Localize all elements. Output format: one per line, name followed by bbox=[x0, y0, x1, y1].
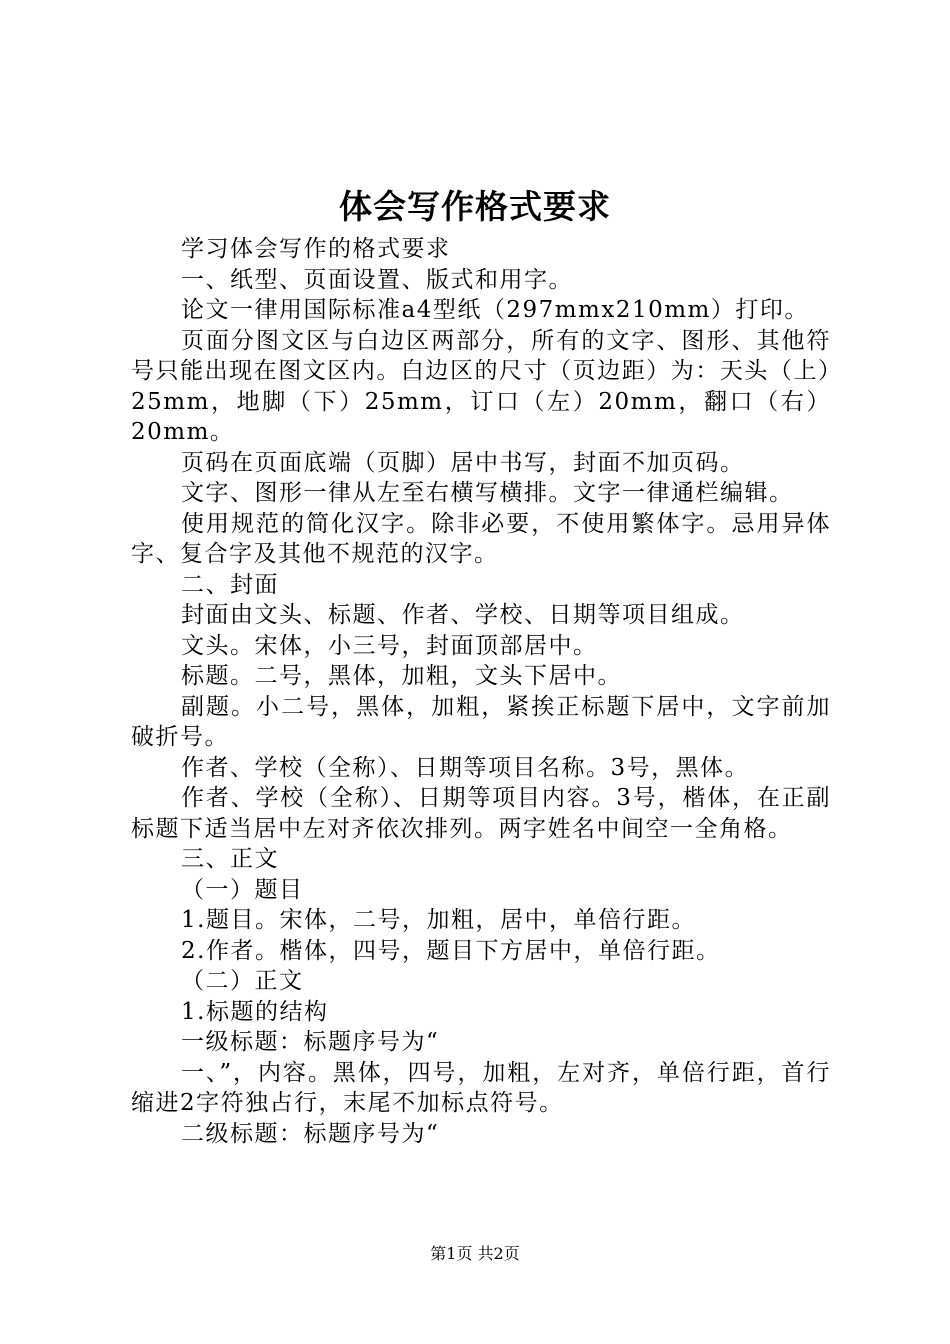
paragraph: 文头。宋体，小三号，封面顶部居中。 bbox=[181, 632, 598, 659]
section-heading: 二、封面 bbox=[181, 571, 279, 598]
paragraph: 文字、图形一律从左至右横写横排。文字一律通栏编辑。 bbox=[181, 480, 794, 506]
paragraph: 使用规范的简化汉字。除非必要，不使用繁体字。忌用异体字、复合字及其他不规范的汉字。 bbox=[131, 510, 831, 567]
paragraph: 论文一律用国际标准a4型纸（297mmx210mm）打印。 bbox=[181, 297, 809, 323]
paragraph: 副题。小二号，黑体，加粗，紧挨正标题下居中，文字前加破折号。 bbox=[131, 693, 831, 750]
paragraph: 页码在页面底端（页脚）居中书写，封面不加页码。 bbox=[181, 449, 745, 476]
paragraph: 一、”，内容。黑体，四号，加粗，左对齐，单倍行距，首行缩进2字符独占行，末尾不加标点符号。 bbox=[131, 1059, 831, 1116]
page-footer: 第1页 共2页 bbox=[430, 1244, 520, 1263]
subsection-heading: （二）正文 bbox=[181, 968, 304, 994]
paragraph: 页面分图文区与白边区两部分，所有的文字、图形、其他符号只能出现在图文区内。白边区的尺寸（页边距）为：天头（上）25mm，地脚（下）25mm，订口（左）20mm，翻口（右）20mm。 bbox=[131, 327, 831, 445]
document-title: 体会写作格式要求 bbox=[339, 187, 611, 226]
document-body bbox=[131, 234, 831, 1149]
paragraph: 封面由文头、标题、作者、学校、日期等项目组成。 bbox=[181, 602, 745, 628]
paragraph: 作者、学校（全称）、日期等项目内容。3号，楷体，在正副标题下适当居中左对齐依次排列。两字姓名中间空一全角格。 bbox=[131, 785, 831, 842]
paragraph: 1.标题的结构 bbox=[181, 998, 329, 1025]
paragraph: 一、纸型、页面设置、版式和用字。 bbox=[181, 266, 573, 293]
paragraph: 标题。二号，黑体，加粗，文头下居中。 bbox=[181, 663, 622, 689]
paragraph: 1.题目。宋体，二号，加粗，居中，单倍行距。 bbox=[181, 907, 696, 933]
paragraph: 作者、学校（全称）、日期等项目名称。3号，黑体。 bbox=[181, 754, 750, 781]
paragraph: 二级标题：标题序号为“ bbox=[181, 1120, 440, 1147]
paragraph: 一级标题：标题序号为“ bbox=[181, 1029, 440, 1055]
paragraph: 学习体会写作的格式要求 bbox=[181, 236, 451, 262]
paragraph: 2.作者。楷体，四号，题目下方居中，单倍行距。 bbox=[181, 937, 721, 964]
section-heading: 三、正文 bbox=[181, 846, 279, 872]
subsection-heading: （一）题目 bbox=[181, 876, 304, 903]
